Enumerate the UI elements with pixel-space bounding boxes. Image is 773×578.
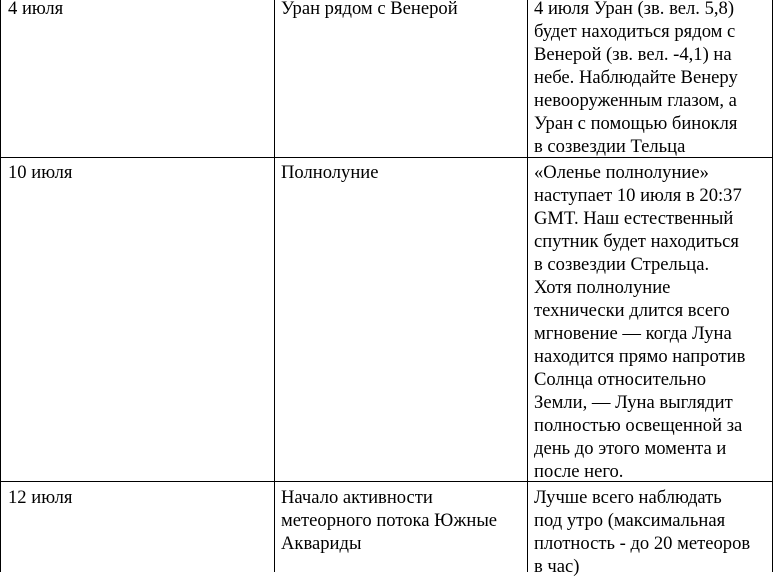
description-line: спутник будет находиться (534, 231, 739, 252)
description-cell (534, 0, 770, 158)
description-line: Венерой (зв. вел. -4,1) на (534, 44, 732, 65)
event-text: метеорного потока Южные (281, 510, 498, 531)
description-line: GMT. Наш естественный (534, 208, 734, 229)
event-text: Аквариды (281, 533, 362, 554)
description-cell (534, 161, 770, 483)
table-row (0, 0, 773, 157)
description-line: наступает 10 июля в 20:37 (534, 185, 742, 206)
description-cell (534, 486, 770, 578)
description-line: Солнца относительно (534, 369, 707, 390)
date-cell (8, 0, 270, 20)
description-line: «Оленье полнолуние» (534, 162, 709, 183)
event-text: Начало активности (281, 487, 433, 508)
description-line: полностью освещенной за (534, 415, 743, 436)
date-text: 4 июля (8, 0, 64, 19)
table-row (0, 481, 773, 577)
description-line: Хотя полнолуние (534, 277, 671, 298)
date-text: 10 июля (8, 162, 73, 183)
description-line: 4 июля Уран (зв. вел. 5,8) (534, 0, 735, 19)
date-text: 12 июля (8, 487, 73, 508)
description-line: в созвездии Тельца (534, 136, 686, 157)
description-line: плотность - до 20 метеоров (534, 533, 751, 554)
event-text: Уран рядом с Венерой (281, 0, 458, 19)
date-cell (8, 161, 270, 184)
description-line: после него. (534, 461, 624, 482)
description-line: будет находиться рядом с (534, 21, 736, 42)
description-line: Уран с помощью бинокля (534, 113, 738, 134)
date-cell (8, 486, 270, 509)
event-cell (281, 161, 527, 184)
description-line: в час) (534, 556, 580, 577)
description-line: небе. Наблюдайте Венеру (534, 67, 738, 88)
event-text: Полнолуние (281, 162, 379, 183)
description-line: в созвездии Стрельца. (534, 254, 710, 275)
description-line: под утро (максимальная (534, 510, 726, 531)
description-line: технически длится всего (534, 300, 730, 321)
event-cell (281, 486, 527, 555)
table-row (0, 157, 773, 481)
description-line: невооруженным глазом, а (534, 90, 737, 111)
description-line: день до этого момента и (534, 438, 727, 459)
description-line: Земли, — Луна выглядит (534, 392, 733, 413)
description-line: Лучше всего наблюдать (534, 487, 722, 508)
description-line: мгновение — когда Луна (534, 323, 732, 344)
event-cell (281, 0, 527, 20)
description-line: находится прямо напротив (534, 346, 746, 367)
